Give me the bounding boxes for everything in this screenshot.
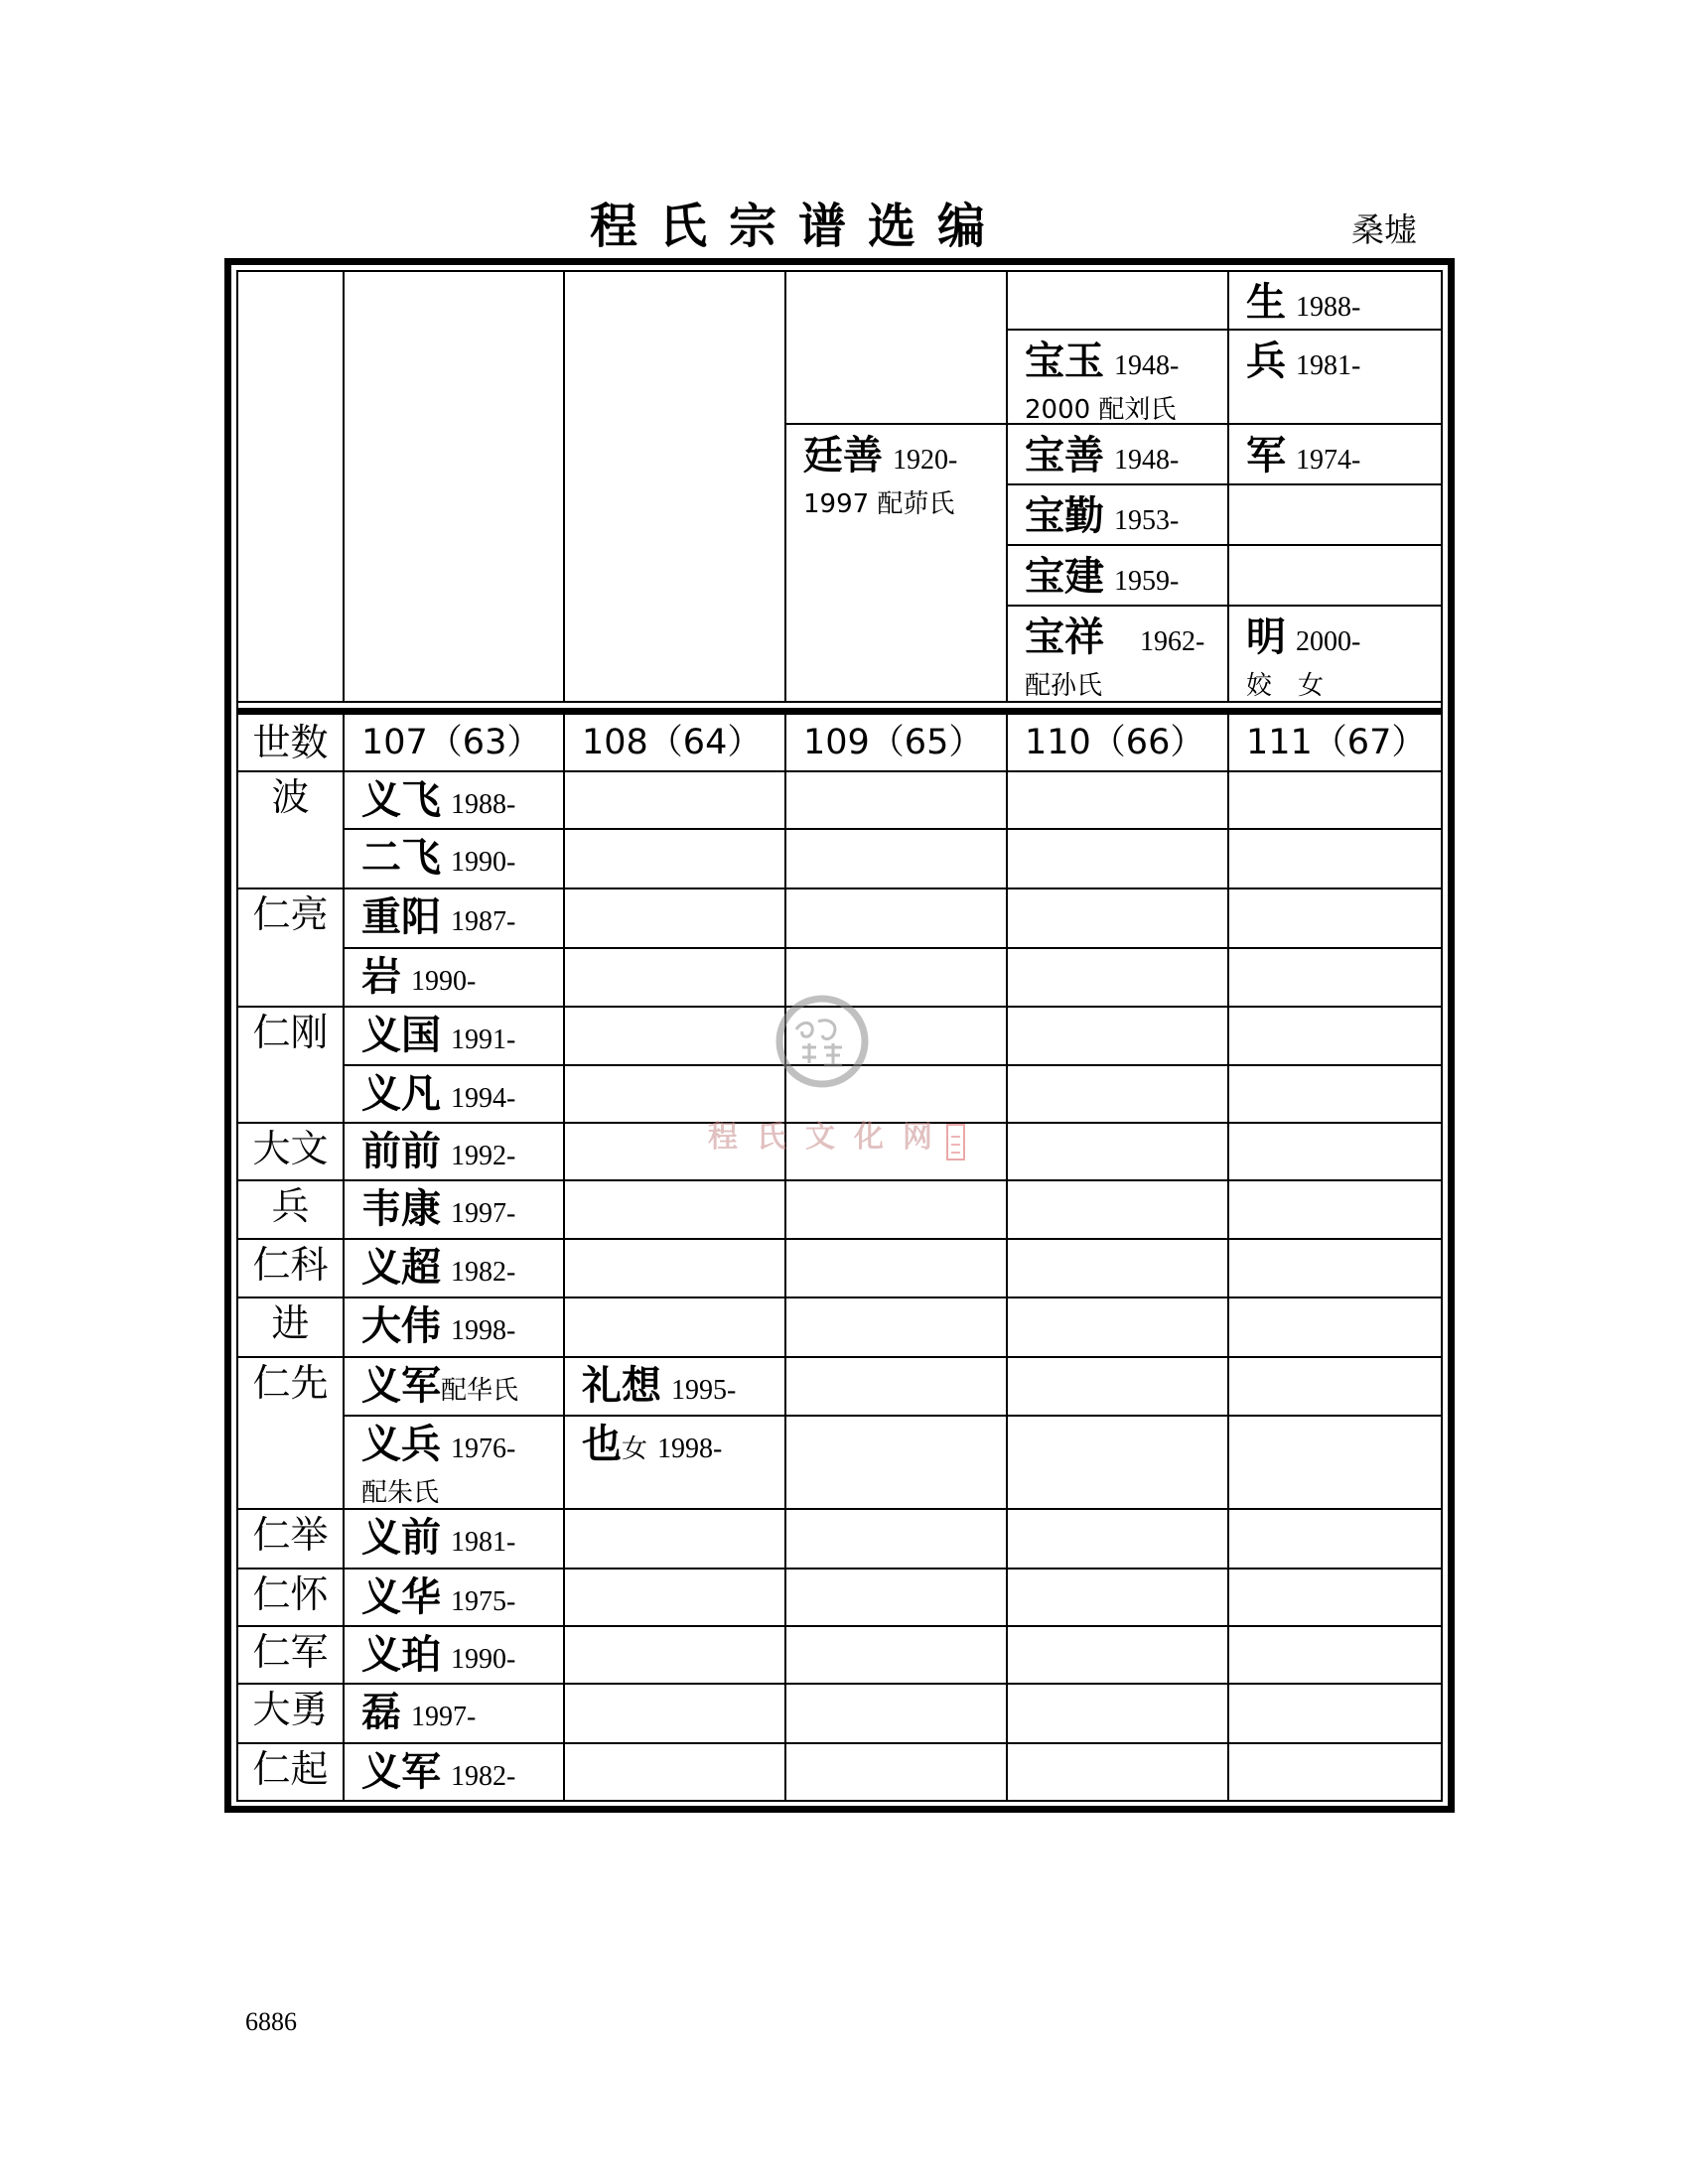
empty-cell — [786, 1240, 1008, 1298]
empty-cell — [1229, 1181, 1441, 1240]
empty-cell — [1229, 485, 1441, 546]
empty-cell — [786, 830, 1008, 889]
empty-cell — [565, 1298, 786, 1358]
person-name: 宝祥 — [1025, 614, 1104, 660]
empty-cell — [786, 1510, 1008, 1570]
person-cell — [1008, 546, 1229, 607]
person-name: 廷善 — [803, 433, 883, 478]
empty-cell — [1229, 1298, 1441, 1358]
person-name: 宝玉 — [1025, 339, 1104, 384]
birth-year: 1997- — [411, 1702, 477, 1732]
empty-cell — [1229, 830, 1441, 889]
person-name: 军 — [1246, 433, 1286, 478]
empty-cell — [1229, 1358, 1441, 1417]
empty-cell — [1229, 772, 1441, 830]
person-name: 义兵 — [361, 1422, 441, 1467]
person-cell — [345, 1627, 565, 1685]
person-name: 义超 — [361, 1245, 441, 1291]
empty-cell — [1229, 1240, 1441, 1298]
person-name: 前前 — [361, 1129, 441, 1174]
empty-cell — [786, 949, 1008, 1008]
person-name: 宝善 — [1025, 433, 1104, 478]
birth-year: 1953- — [1114, 505, 1180, 536]
spouse-note: 配华氏 — [441, 1376, 519, 1406]
person-cell — [1229, 272, 1441, 331]
person-name: 义前 — [361, 1515, 441, 1561]
person-name: 宝建 — [1025, 554, 1104, 600]
person-name: 义华 — [361, 1574, 441, 1620]
parent-label: 大文 — [238, 1124, 345, 1181]
spouse-note: 配朱氏 — [361, 1478, 440, 1508]
birth-year: 2000- — [1296, 626, 1361, 657]
empty-cell — [1008, 1417, 1229, 1510]
empty-cell — [786, 772, 1008, 830]
birth-year: 1994- — [451, 1083, 516, 1114]
empty-cell — [565, 1510, 786, 1570]
birth-year: 1920- — [893, 445, 958, 476]
empty-cell — [1229, 1066, 1441, 1124]
page-title: 程氏宗谱选编 — [590, 199, 1008, 254]
birth-year: 1990- — [451, 1644, 516, 1675]
parent-label: 波 — [238, 772, 345, 889]
page-number: 6886 — [245, 2007, 297, 2036]
birth-year: 1991- — [451, 1024, 516, 1055]
birth-year: 1981- — [451, 1527, 516, 1558]
person-name: 宝勤 — [1025, 493, 1104, 539]
empty-cell — [1229, 546, 1441, 607]
empty-cell — [786, 1066, 1008, 1124]
empty-cell — [1229, 1685, 1441, 1744]
person-cell — [1008, 485, 1229, 546]
empty-cell — [565, 1124, 786, 1181]
header-gen-108: 108（64） — [565, 715, 786, 772]
parent-label: 进 — [238, 1298, 345, 1358]
empty-cell — [1008, 1627, 1229, 1685]
header-gen-107: 107（63） — [345, 715, 565, 772]
person-name: 兵 — [1246, 339, 1286, 384]
person-note: 1997 配茆氏 — [803, 489, 955, 519]
parent-label: 仁怀 — [238, 1570, 345, 1627]
person-name: 义飞 — [361, 777, 441, 823]
empty-cell — [565, 1627, 786, 1685]
birth-year: 1981- — [1296, 350, 1361, 381]
empty-cell — [786, 272, 1008, 425]
parent-label: 兵 — [238, 1181, 345, 1240]
person-cell — [345, 1358, 565, 1417]
empty-cell — [1229, 889, 1441, 949]
empty-cell — [1229, 1627, 1441, 1685]
person-cell — [1229, 607, 1441, 703]
empty-cell — [565, 889, 786, 949]
birth-year: 1992- — [451, 1141, 516, 1171]
empty-cell — [1008, 772, 1229, 830]
empty-cell — [565, 272, 786, 703]
birth-year: 1948- — [1114, 445, 1180, 476]
empty-cell — [565, 1008, 786, 1066]
person-name: 大伟 — [361, 1303, 441, 1349]
person-cell — [1008, 607, 1229, 703]
empty-cell — [565, 1240, 786, 1298]
empty-cell — [345, 272, 565, 703]
person-cell — [345, 1744, 565, 1800]
birth-year: 1987- — [451, 906, 516, 937]
person-cell — [345, 1510, 565, 1570]
empty-cell — [1008, 1685, 1229, 1744]
birth-year: 1990- — [411, 966, 477, 997]
person-name: 义珀 — [361, 1632, 441, 1678]
birth-year: 1975- — [451, 1586, 516, 1617]
person-cell — [1008, 425, 1229, 485]
empty-cell — [565, 1066, 786, 1124]
parent-label: 仁刚 — [238, 1008, 345, 1124]
person-cell — [345, 1298, 565, 1358]
empty-cell — [786, 1298, 1008, 1358]
empty-cell — [1008, 1240, 1229, 1298]
empty-cell — [1008, 889, 1229, 949]
parent-label: 仁先 — [238, 1358, 345, 1510]
empty-cell — [786, 1358, 1008, 1417]
person-note: 2000 配刘氏 — [1025, 395, 1177, 425]
parent-label: 仁举 — [238, 1510, 345, 1570]
birth-year: 1997- — [451, 1198, 516, 1229]
empty-cell — [786, 1685, 1008, 1744]
person-cell — [1229, 425, 1441, 485]
person-name: 义军 — [361, 1363, 441, 1409]
person-name: 礼想 — [582, 1363, 661, 1409]
empty-cell — [1008, 1358, 1229, 1417]
header-gen-111: 111（67） — [1229, 715, 1441, 772]
watermark-text: 程氏文化网 — [708, 1120, 951, 1155]
person-name: 生 — [1246, 280, 1286, 326]
person-cell — [345, 1240, 565, 1298]
person-cell — [345, 1066, 565, 1124]
empty-cell — [1008, 949, 1229, 1008]
person-name: 义国 — [361, 1013, 441, 1058]
empty-cell — [786, 1008, 1008, 1066]
lower-generation-table — [238, 715, 1441, 1800]
empty-cell — [1008, 1744, 1229, 1800]
empty-cell — [565, 1570, 786, 1627]
empty-cell — [786, 1627, 1008, 1685]
birth-year: 1990- — [451, 847, 516, 878]
empty-cell — [238, 272, 345, 703]
empty-cell — [786, 1744, 1008, 1800]
person-name: 岩 — [361, 954, 401, 1000]
empty-cell — [1008, 1008, 1229, 1066]
birth-year: 1982- — [451, 1761, 516, 1792]
person-name: 明 — [1246, 614, 1286, 660]
empty-cell — [1008, 1066, 1229, 1124]
person-cell — [786, 425, 1008, 703]
person-note: 配孙氏 — [1025, 671, 1103, 701]
birth-year: 1976- — [451, 1433, 516, 1464]
upper-generation-table — [238, 272, 1441, 703]
birth-year: 1988- — [1296, 292, 1361, 323]
empty-cell — [1229, 1744, 1441, 1800]
person-cell — [345, 1008, 565, 1066]
person-cell — [345, 949, 565, 1008]
person-cell — [565, 1358, 786, 1417]
person-cell — [565, 1417, 786, 1510]
person-cell — [1229, 331, 1441, 425]
birth-year: 1998- — [657, 1433, 723, 1464]
empty-cell — [786, 1124, 1008, 1181]
birth-year: 1962- — [1140, 626, 1205, 657]
empty-cell — [1008, 1124, 1229, 1181]
birth-year: 1974- — [1296, 445, 1361, 476]
empty-cell — [1008, 830, 1229, 889]
person-name: 义凡 — [361, 1071, 441, 1117]
branch-name: 桑墟 — [1351, 210, 1417, 249]
birth-year: 1988- — [451, 789, 516, 820]
empty-cell — [1229, 949, 1441, 1008]
empty-cell — [1229, 1124, 1441, 1181]
parent-label: 仁科 — [238, 1240, 345, 1298]
empty-cell — [1008, 272, 1229, 331]
person-cell — [345, 1417, 565, 1510]
person-note: 姣 女 — [1246, 671, 1325, 701]
header-gen-110: 110（66） — [1008, 715, 1229, 772]
empty-cell — [1008, 1510, 1229, 1570]
person-name: 磊 — [361, 1690, 401, 1735]
person-cell — [345, 830, 565, 889]
empty-cell — [565, 1181, 786, 1240]
parent-label: 仁军 — [238, 1627, 345, 1685]
empty-cell — [565, 830, 786, 889]
person-name: 重阳 — [361, 894, 441, 940]
sex-note: 女 — [622, 1434, 648, 1464]
person-name: 义军 — [361, 1749, 441, 1795]
empty-cell — [1229, 1417, 1441, 1510]
parent-label: 仁起 — [238, 1744, 345, 1800]
person-name: 也 — [582, 1422, 622, 1467]
header-gen-109: 109（65） — [786, 715, 1008, 772]
birth-year: 1982- — [451, 1257, 516, 1288]
parent-label: 大勇 — [238, 1685, 345, 1744]
empty-cell — [565, 1685, 786, 1744]
empty-cell — [1229, 1570, 1441, 1627]
person-cell — [345, 1181, 565, 1240]
birth-year: 1948- — [1114, 350, 1180, 381]
empty-cell — [565, 772, 786, 830]
empty-cell — [786, 889, 1008, 949]
header-generation-label: 世数 — [238, 715, 345, 772]
empty-cell — [1008, 1181, 1229, 1240]
person-cell — [345, 1570, 565, 1627]
person-name: 韦康 — [361, 1186, 441, 1232]
empty-cell — [1008, 1570, 1229, 1627]
empty-cell — [565, 949, 786, 1008]
birth-year: 1995- — [671, 1375, 737, 1406]
empty-cell — [1229, 1510, 1441, 1570]
person-name: 二飞 — [361, 835, 441, 881]
empty-cell — [1008, 1298, 1229, 1358]
empty-cell — [786, 1570, 1008, 1627]
person-cell — [345, 889, 565, 949]
empty-cell — [565, 1744, 786, 1800]
birth-year: 1998- — [451, 1315, 516, 1346]
person-cell — [1008, 331, 1229, 425]
birth-year: 1959- — [1114, 566, 1180, 597]
empty-cell — [786, 1181, 1008, 1240]
parent-label: 仁亮 — [238, 889, 345, 1008]
person-cell — [345, 772, 565, 830]
person-cell — [345, 1124, 565, 1181]
empty-cell — [786, 1417, 1008, 1510]
empty-cell — [1229, 1008, 1441, 1066]
person-cell — [345, 1685, 565, 1744]
section-divider — [238, 708, 1441, 715]
